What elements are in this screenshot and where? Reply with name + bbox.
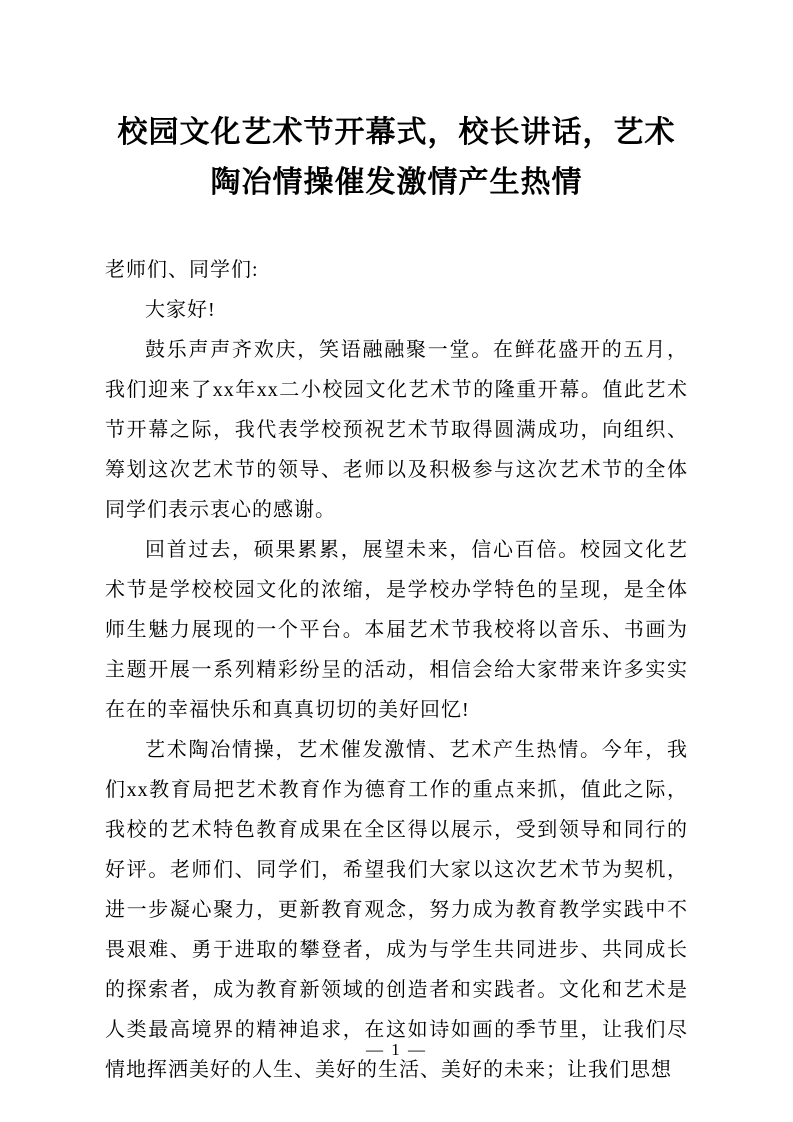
- paragraph-greeting: 大家好!: [145, 299, 216, 321]
- document-body: [105, 250, 688, 1090]
- paragraph: 艺术陶冶情操，艺术催发激情、艺术产生热情。今年，我们xx教育局把艺术教育作为德育工作的重点来抓，值此之际，我校的艺术特色教育成果在全区得以展示，受到领导和同行的好评。老师们、同学们，希望我们大家以这次艺术节为契机，进一步凝心聚力，更新教育观念，努力成为教育教学实践中不畏艰难、勇于进取的攀登者，成为与学生共同进步、共同成长的探索者，成为教育新领域的创造者和实践者。文化和艺术是人类最高境界的精神追求，在这如诗如画的季节里，让我们尽情地挥洒美好的人生、美好的生活、美好的未来；让我们思想: [105, 739, 688, 1081]
- title-line-1: 校园文化艺术节开幕式，校长讲话，艺术: [117, 116, 676, 149]
- paragraph: 鼓乐声声齐欢庆，笑语融融聚一堂。在鲜花盛开的五月，我们迎来了xx年xx二小校园文化艺术节的隆重开幕。值此艺术节开幕之际，我代表学校预祝艺术节取得圆满成功，向组织、筹划这次艺术节的领导、老师以及积极参与这次艺术节的全体同学们表示衷心的感谢。: [105, 339, 688, 521]
- page-number: — 1 —: [366, 1040, 427, 1059]
- title-line-2: 陶冶情操催发激情产生热情: [210, 166, 583, 199]
- paragraph-salutation: 老师们、同学们:: [105, 259, 259, 281]
- paragraph: 回首过去，硕果累累，展望未来，信心百倍。校园文化艺术节是学校校园文化的浓缩，是学校办学特色的呈现，是全体师生魅力展现的一个平台。本届艺术节我校将以音乐、书画为主题开展一系列精彩纷呈的活动，相信会给大家带来许多实实在在的幸福快乐和真真切切的美好回忆!: [105, 539, 688, 721]
- document-title: [105, 108, 688, 208]
